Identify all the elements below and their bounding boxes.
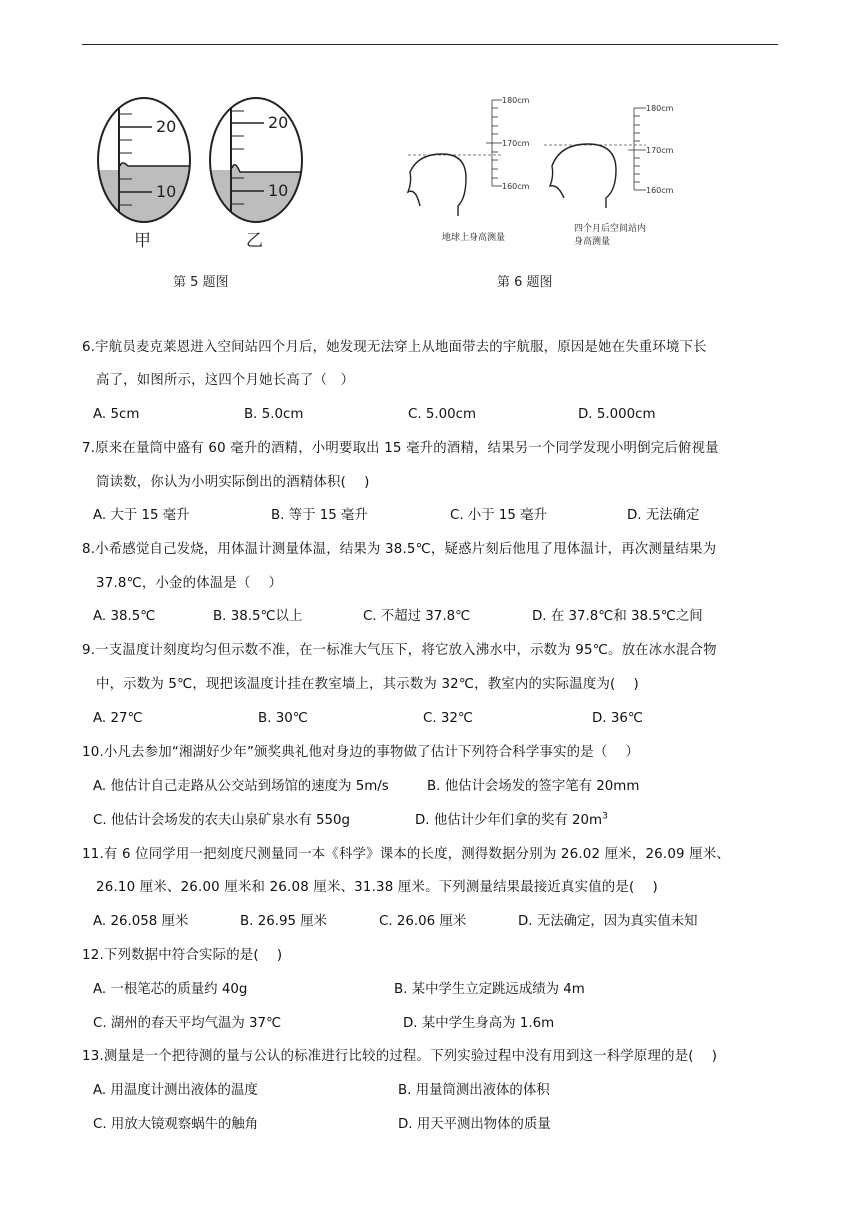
ruler-left [486,100,502,186]
q7-option-a: A. 大于 15 毫升 [93,508,190,523]
q8-stem-line-2: 37.8℃，小金的体温是（ ） [96,576,283,591]
q10-option-d-text: D. 他估计少年们拿的奖有 20m [415,813,603,828]
fig6-left-label: 地球上身高测量 [442,233,506,243]
q13-option-a: A. 用温度计测出液体的温度 [93,1083,258,1098]
q7-stem-line-2: 筒读数，你认为小明实际倒出的酒精体积( ) [96,475,370,490]
q13-option-d: D. 用天平测出物体的质量 [398,1117,551,1132]
q6-option-b: B. 5.0cm [244,407,304,422]
cylinder-jia-tick-10: 10 [156,182,177,201]
q10-option-d-sup: 3 [602,811,608,822]
q9-option-a: A. 27℃ [93,711,143,726]
cylinder-yi-tick-20: 20 [268,113,289,132]
ruler-left-tick-180: 180cm [502,96,530,105]
q13-option-b: B. 用量筒测出液体的体积 [398,1083,550,1098]
ruler-left-tick-170: 170cm [502,139,530,148]
q7-stem-line-1: 7.原来在量筒中盛有 60 毫升的酒精，小明要取出 15 毫升的酒精，结果另一个同学发现小明倒完后俯视量 [82,441,719,456]
head-right [550,144,616,208]
figure-5-caption: 第 5 题图 [173,275,229,290]
q7-option-b: B. 等于 15 毫升 [271,508,368,523]
q11-option-d: D. 无法确定，因为真实值未知 [518,914,698,929]
q10-stem-line-1: 10.小凡去参加“湘湖好少年”颁奖典礼他对身边的事物做了估计下列符合科学事实的是（ ） [82,745,640,760]
q12-stem-line-1: 12.下列数据中符合实际的是( ) [82,948,283,963]
q9-option-c: C. 32℃ [423,711,473,726]
q7-option-c: C. 小于 15 毫升 [450,508,547,523]
cylinder-yi [198,96,308,236]
q6-stem-line-2: 高了，如图所示，这四个月她长高了（ ） [96,373,355,388]
figure-6-caption: 第 6 题图 [497,275,553,290]
q8-option-c: C. 不超过 37.8℃ [363,609,471,624]
q9-option-d: D. 36℃ [592,711,643,726]
q8-option-b: B. 38.5℃以上 [213,609,303,624]
q11-stem-line-1: 11.有 6 位同学用一把刻度尺测量同一本《科学》课本的长度，测得数据分别为 26.02 厘米，26.09 厘米、 [82,847,731,862]
ruler-right-tick-180: 180cm [646,104,674,113]
ruler-left-tick-160: 160cm [502,182,530,191]
q10-option-d [415,812,608,830]
q9-stem-line-2: 中，示数为 5℃，现把该温度计挂在教室墙上，其示数为 32℃，教室内的实际温度为( ) [96,677,639,692]
fig6-right-label-2: 身高测量 [574,237,611,247]
q6-option-a: A. 5cm [93,407,140,422]
q6-option-d: D. 5.000cm [578,407,656,422]
q10-option-c: C. 他估计会场发的农夫山泉矿泉水有 550g [93,813,351,828]
q11-stem-line-2: 26.10 厘米、26.00 厘米和 26.08 厘米、31.38 厘米。下列测量结果最接近真实值的是( ) [96,880,658,895]
ruler-right-tick-160: 160cm [646,186,674,195]
q10-option-a: A. 他估计自己走路从公交站到场馆的速度为 5m/s [93,779,389,794]
figure-5-cylinders [88,96,308,256]
cylinder-yi-label: 乙 [246,231,263,251]
cylinder-yi-tick-10: 10 [268,181,289,200]
q7-option-d: D. 无法确定 [627,508,700,523]
q12-option-b: B. 某中学生立定跳远成绩为 4m [394,982,585,997]
ruler-right-tick-170: 170cm [646,146,674,155]
q12-option-d: D. 某中学生身高为 1.6m [403,1016,555,1031]
q13-stem-line-1: 13.测量是一个把待测的量与公认的标准进行比较的过程。下列实验过程中没有用到这一科学原理的是( ) [82,1049,718,1064]
cylinder-jia-tick-20: 20 [156,117,177,136]
cylinder-jia-label: 甲 [134,231,151,251]
figure-6-height [398,92,698,252]
ruler-right [628,108,646,190]
cylinder-jia [88,96,198,236]
fig6-right-label-1: 四个月后空间站内 [574,224,647,234]
q11-option-b: B. 26.95 厘米 [240,914,328,929]
q9-option-b: B. 30℃ [258,711,308,726]
q11-option-a: A. 26.058 厘米 [93,914,189,929]
q8-option-d: D. 在 37.8℃和 38.5℃之间 [532,609,703,624]
q8-stem-line-1: 8.小希感觉自己发烧，用体温计测量体温，结果为 38.5℃，疑惑片刻后他甩了甩体温计，再次测量结果为 [82,542,717,557]
head-left [408,154,466,216]
q12-option-c: C. 湖州的春天平均气温为 37℃ [93,1016,282,1031]
q6-stem-line-1: 6.宇航员麦克莱恩进入空间站四个月后，她发现无法穿上从地面带去的宇航服，原因是她在失重环境下长 [82,340,707,355]
q9-stem-line-1: 9.一支温度计刻度均匀但示数不准，在一标准大气压下，将它放入沸水中，示数为 95℃。放在冰水混合物 [82,643,717,658]
q10-option-b: B. 他估计会场发的签字笔有 20mm [427,779,640,794]
q6-option-c: C. 5.00cm [408,407,477,422]
q13-option-c: C. 用放大镜观察蜗牛的触角 [93,1117,259,1132]
header-rule [82,44,778,45]
q11-option-c: C. 26.06 厘米 [379,914,467,929]
q8-option-a: A. 38.5℃ [93,609,156,624]
q12-option-a: A. 一根笔芯的质量约 40g [93,982,248,997]
